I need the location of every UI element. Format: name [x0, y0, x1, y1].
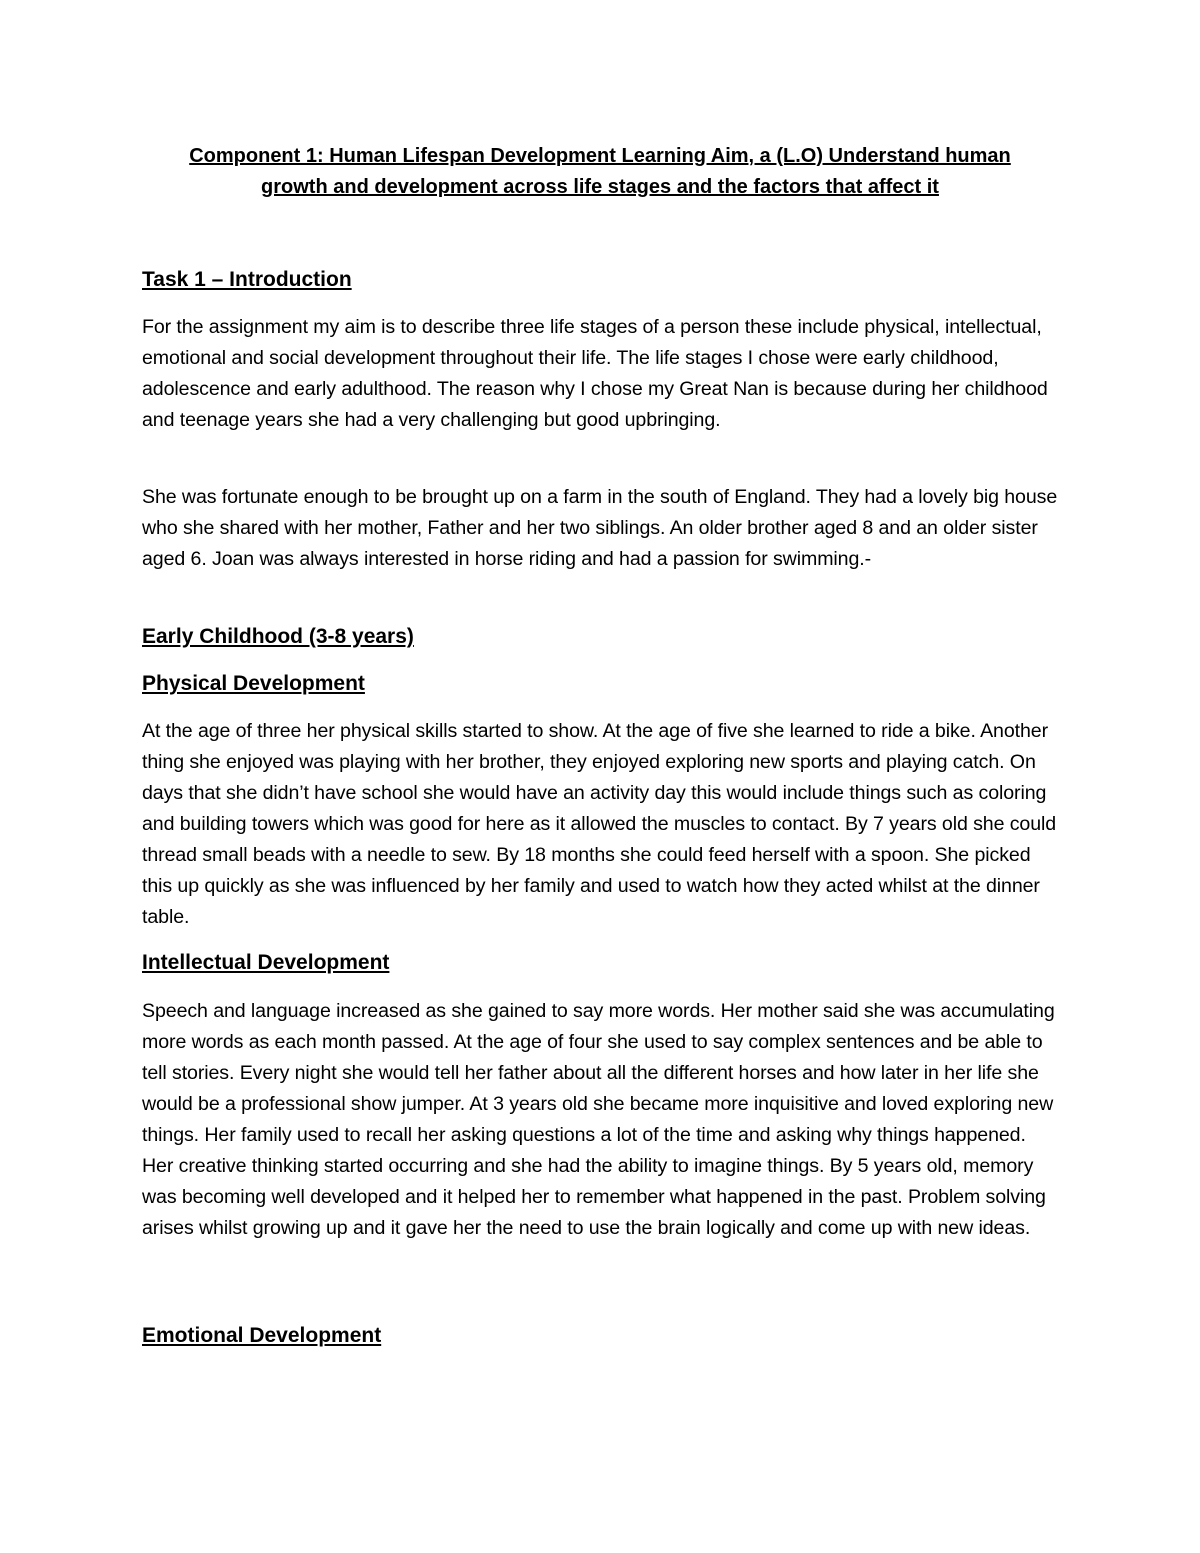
document-title: Component 1: Human Lifespan Development Learning Aim, a (L.O) Understand human growth and development across life stages and the factors that affect it [189, 145, 1011, 198]
paragraph-physical-development: At the age of three her physical skills started to show. At the age of five she learned to ride a bike. Another thing she enjoyed was playing with her brother, they enjoyed exploring new sports and playing catch. On days that she didn’t have school she would have an activity day this would include things such as coloring and building towers which was good for here as it allowed the muscles to contact. By 7 years old she could thread small beads with a needle to sew. By 18 months she could feed herself with a spoon. She picked this up quickly as she was influenced by her family and used to watch how they acted whilst at the dinner table. [142, 720, 1057, 928]
heading-emotional-development: Emotional Development [142, 1324, 382, 1347]
heading-physical-development: Physical Development [142, 672, 365, 695]
heading-intellectual-development: Intellectual Development [142, 951, 390, 974]
paragraph-introduction-aim: For the assignment my aim is to describe three life stages of a person these include physical, intellectual, emotional and social development throughout their life. The life stages I chose were early childhood, adolescence and early adulthood. The reason why I chose my Great Nan is because during her childhood and teenage years she had a very challenging but good upbringing. [142, 316, 1048, 431]
paragraph-introduction-background: She was fortunate enough to be brought up on a farm in the south of England. They had a lovely big house who she shared with her mother, Father and her two siblings. An older brother aged 8 and an older sister aged 6. Joan was always interested in horse riding and had a passion for swimming.- [142, 486, 1058, 570]
paragraph-intellectual-development: Speech and language increased as she gained to say more words. Her mother said she was accumulating more words as each month passed. At the age of four she used to say complex sentences and be able to tell stories. Every night she would tell her father about all the different horses and how later in her life she would be a professional show jumper. At 3 years old she became more inquisitive and loved exploring new things. Her family used to recall her asking questions a lot of the time and asking why things happened. Her creative thinking started occurring and she had the ability to imagine things. By 5 years old, memory was becoming well developed and it helped her to remember what happened in the past. Problem solving arises whilst growing up and it gave her the need to use the brain logically and come up with new ideas. [142, 1000, 1055, 1239]
heading-task-1-introduction: Task 1 – Introduction [142, 268, 352, 291]
heading-early-childhood: Early Childhood (3-8 years) [142, 625, 414, 648]
